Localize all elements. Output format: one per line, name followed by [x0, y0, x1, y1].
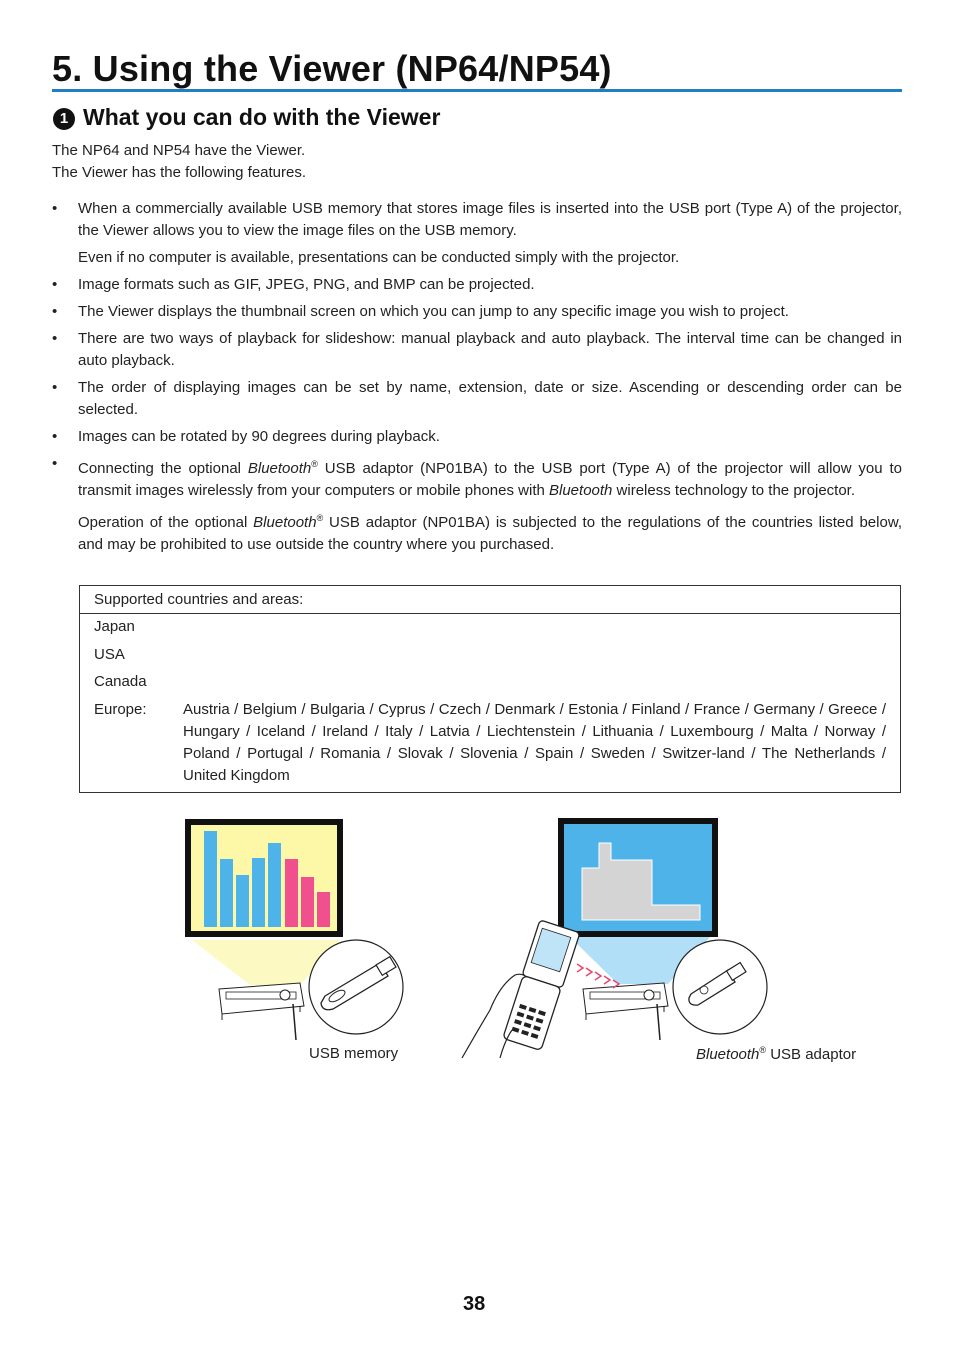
page-number: 38	[463, 1293, 486, 1315]
bar-image	[252, 858, 265, 927]
text-run: Operation of the optional	[78, 514, 254, 531]
registered-mark: ®	[311, 459, 318, 469]
feature-text: Images can be rotated by 90 degrees during playback.	[78, 428, 440, 445]
bullet: •	[52, 303, 58, 320]
text-run: USB adaptor (NP01BA) to the USB port (Type A) of the projector will allow you to transmit images wirelessly from your computers or mobile phones with	[78, 460, 902, 499]
country-canada: Canada	[94, 673, 147, 690]
feature-text: When a commercially available USB memory that stores image files is inserted into the USB port (Type A) of the projector, the Viewer allows you to view the image files on the USB memory.	[78, 200, 902, 239]
bar-image	[317, 892, 330, 927]
countries-heading: Supported countries and areas:	[80, 586, 900, 614]
bar-image	[285, 859, 298, 927]
bullet: •	[52, 428, 58, 445]
bullet: •	[52, 379, 58, 396]
intro-line: The NP64 and NP54 have the Viewer.	[52, 142, 306, 159]
brand-bluetooth: Bluetooth	[253, 514, 317, 531]
chapter-title: 5. Using the Viewer (NP64/NP54)	[52, 48, 612, 89]
cable	[657, 1004, 660, 1040]
intro-line: The Viewer has the following features.	[52, 164, 307, 181]
feature-text: The Viewer displays the thumbnail screen on which you can jump to any specific image you wish to project.	[78, 303, 789, 320]
text-run: Connecting the optional	[78, 460, 248, 477]
brand-bluetooth: Bluetooth	[696, 1046, 760, 1063]
text-run: wireless technology to the projector.	[612, 482, 856, 499]
brand-bluetooth: Bluetooth	[549, 482, 613, 499]
bar-image	[268, 843, 281, 927]
projector-icon	[583, 983, 668, 1020]
mobile-phone-icon	[462, 920, 580, 1058]
bluetooth-illustration	[462, 818, 767, 1058]
country-usa: USA	[94, 645, 125, 663]
projector-icon	[219, 983, 304, 1020]
feature-text: There are two ways of playback for slideshow: manual playback and auto playback. The interval time can be changed in auto playback.	[78, 330, 902, 369]
feature-note: Even if no computer is available, presentations can be conducted simply with the projector.	[78, 249, 680, 266]
bar-image	[204, 831, 217, 927]
bullet: •	[52, 455, 58, 472]
registered-mark: ®	[316, 513, 324, 523]
bullet: •	[52, 276, 58, 293]
bar-image	[236, 875, 249, 927]
feature-text: Image formats such as GIF, JPEG, PNG, and BMP can be projected.	[78, 276, 535, 293]
registered-mark: ®	[759, 1045, 767, 1055]
section-title: What you can do with the Viewer	[83, 104, 441, 130]
bar-image	[220, 859, 233, 927]
bar-image	[301, 877, 314, 927]
caption-bluetooth-adaptor	[696, 1045, 856, 1063]
text-run: USB adaptor (NP01BA) is subjected to the regulations of the countries listed below, and may be prohibited to use outside the country where you purchased.	[78, 514, 902, 553]
caption-usb-memory: USB memory	[309, 1045, 399, 1062]
usb-memory-illustration	[185, 819, 403, 1040]
country-japan: Japan	[94, 618, 135, 635]
usb-cable	[293, 1004, 296, 1040]
bullet: •	[52, 200, 58, 217]
caption-text: USB adaptor	[766, 1046, 857, 1063]
feature-text: The order of displaying images can be set by name, extension, date or size. Ascending or descending order can be selected.	[78, 379, 902, 418]
brand-bluetooth: Bluetooth	[247, 460, 312, 477]
europe-country-list: Austria / Belgium / Bulgaria / Cyprus / Czech / Denmark / Estonia / Finland / France / Germany / Greece / Hungary / Iceland / Ireland / Italy / Latvia / Liechtenstein / Lithuania / Luxembourg / Malta / Norway / Poland / Portugal / Romania / Slovak / Slovenia / Spain / Sweden / Switzer-land / The Netherlands / United Kingdom	[183, 700, 886, 784]
bullet: •	[52, 330, 58, 347]
section-number-badge: 1	[53, 108, 75, 130]
europe-label: Europe:	[94, 700, 147, 718]
